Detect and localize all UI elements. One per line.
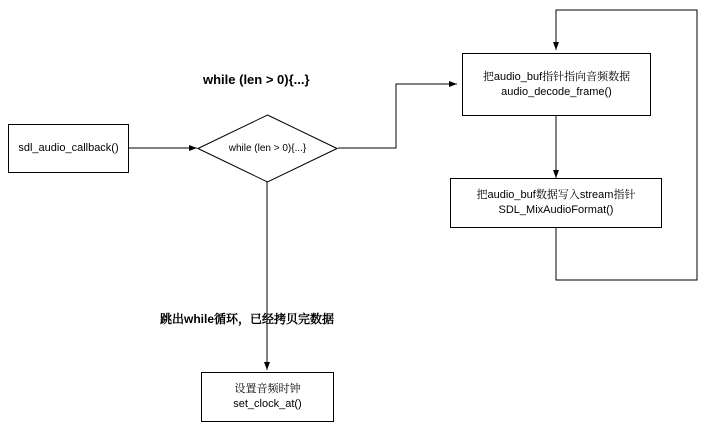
node-set-clock-at-line2: set_clock_at() (233, 398, 302, 410)
node-set-clock-at-line1: 设置音频时钟 (234, 383, 301, 395)
node-audio-decode-frame-line2: audio_decode_frame() (501, 85, 612, 98)
node-while-decision[interactable] (197, 114, 338, 183)
node-audio-decode-frame[interactable] (462, 53, 651, 116)
node-while-decision-label: while (len > 0){...} (228, 143, 307, 154)
node-set-clock-at[interactable] (201, 372, 334, 422)
node-sdl-mix-audio-format-line1: 把audio_buf数据写入stream指针 (476, 189, 636, 201)
label-break-while: 跳出while循环，已经拷贝完数据 (160, 312, 335, 326)
node-sdl-audio-callback-line1: sdl_audio_callback() (18, 142, 119, 154)
node-sdl-audio-callback[interactable] (8, 124, 129, 173)
node-sdl-mix-audio-format[interactable] (450, 178, 662, 228)
label-while-loop-title: while (len > 0){...} (203, 72, 310, 87)
edge-decision-to-decode (338, 84, 457, 148)
node-audio-decode-frame-line1: 把audio_buf指针指向音频数据 (482, 70, 631, 83)
node-sdl-mix-audio-format-line2: SDL_MixAudioFormat() (498, 204, 614, 216)
edge-loop-back (556, 10, 697, 280)
